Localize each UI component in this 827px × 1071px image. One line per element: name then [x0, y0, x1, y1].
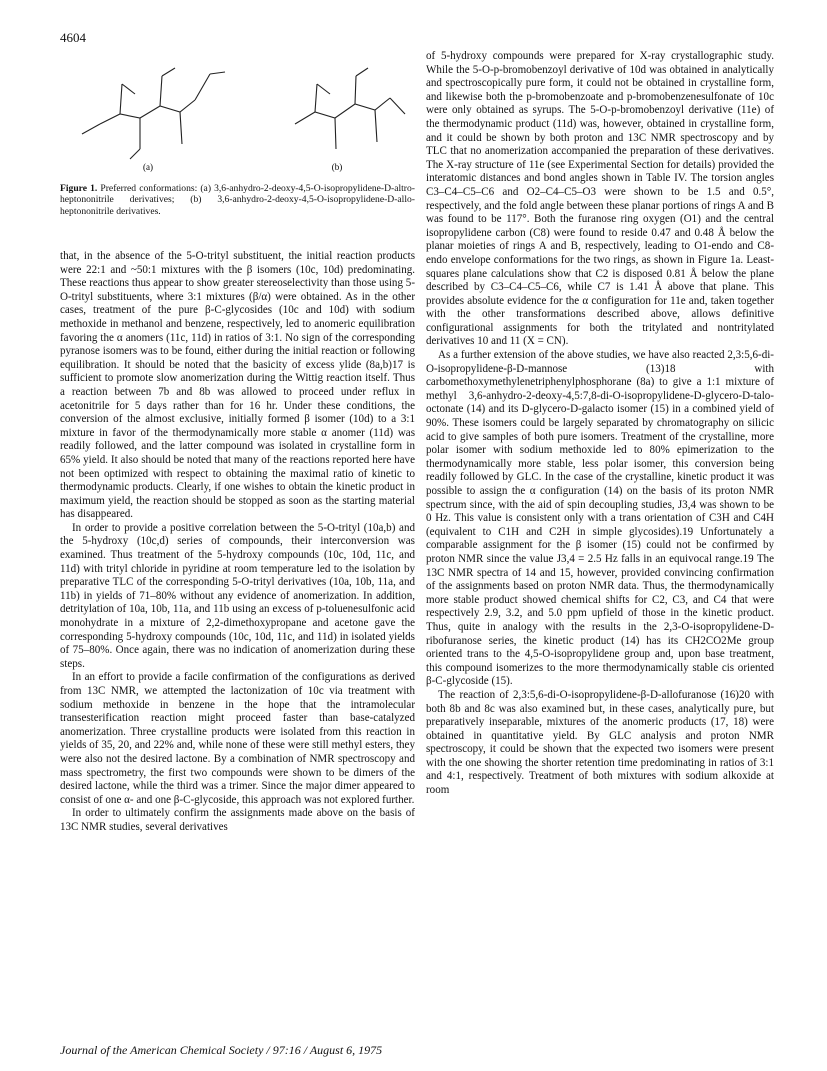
- paragraph: As a further extension of the above studies, we have also reacted 2,3:5,6-di-O-isopropylidene-β-D-mannose (13)18 with carbomethoxymethylenetriphenylphosphorane (8a) to give a 1:1 mixture of methyl 3,6-anhydro-2-deoxy-4,5:7,8-di-O-isopropylidene-D-glycero-D-talo-octonate (14) and its D-glycero-D-galacto isomer (15) in a combined yield of 90%. These isomers could be largely separated by chromatography on silicic acid to give samples of both pure isomers. Treatment of the crystalline, more polar isomer with sodium methoxide led to 80% epimerization to the thermodynamically more stable, less polar isomer, this conversion being readily followed by GLC. In the case of the crystalline, kinetic product it was possible to assign the α configuration (14) on the basis of its proton NMR spectrum since, with the aid of spin decoupling studies, J3,4 was shown to be 0 Hz. This value is consistent only with a trans orientation of C3H and C4H (equivalent to C1H and C2H in simple glycosides).19 Unfortunately a comparable assignment for the β isomer (15) could not be confirmed by proton NMR since the value J3,4 = 2.5 Hz falls in an equivocal range.19 The 13C NMR spectra of 14 and 15, however, provided convincing confirmation of the assignments based on proton NMR data. Thus, the thermodynamically more stable product showed chemical shifts for C2, C3, and C4 that were respectively 2.9, 3.2, and 5.0 ppm upfield of those in the kinetic product. Thus, quite in analogy with the results in the 2,3-O-isopropylidene-D-ribofuranose series, the kinetic product (14) has its CH2CO2Me group oriented trans to the 4,5-O-isopropylidene group and, upon base treatment, this compound isomerizes to the more thermodynamically stable cis oriented β-C-glycoside (15).: [426, 349, 774, 688]
- figure-label-b: (b): [331, 162, 343, 172]
- page-number: 4604: [60, 30, 86, 45]
- paragraph: that, in the absence of the 5-O-trityl substituent, the initial reaction products were 22:1 and ~50:1 mixtures with the β isomers (10c, 10d) predominating. These reactions thus appear to show greater stereoselectivity than those using 5-O-trityl substituents, where 3:1 mixtures (β/α) were obtained. As in the other cases, treatment of the pure β-C-glycosides (10c and 10d) with sodium methoxide in methanol and benzene, respectively, led to anomeric equilibration favoring the α anomers (11c, 11d) in ratios of 3:1. No sign of the corresponding pyranose isomers was to be found, either during the initial reaction or following equilibration. It should be noted that the basicity of excess ylide (8a,b)17 is sufficient to promote slow anomerization during the Wittig reaction itself. Thus a reaction between 7b and 8b was allowed to proceed under reflux in acetonitrile for 5 days rather than for 16 hr. Under these conditions, the conversion of the almost exclusive, initially formed β isomer (10d) to a 3:1 mixture in favor of the thermodynamically more stable α anomer (11d) was readily followed, and the latter compound was isolated in crystalline form in 65% yield. It also should be noted that many of the reactions reported here have not been optimized with respect to obtaining the maximal ratio of kinetic to thermodynamic products. Clearly, if one wishes to obtain the kinetic product in maximum yield, the reaction should be stopped as soon as the starting material has disappeared.: [60, 250, 415, 521]
- figure-label-a: (a): [143, 162, 153, 172]
- figure-caption: [60, 183, 415, 217]
- paragraph: The reaction of 2,3:5,6-di-O-isopropylidene-β-D-allofuranose (16)20 with both 8b and 8c was also examined but, in these cases, analytically pure, but preparatively inseparable, mixtures of the anomeric products (17, 18) were obtained in quantitative yield. By GLC analysis and proton NMR spectroscopy, it could be shown that the expected two isomers were present with the one showing the shorter retention time predominating in ratios of 3:1 and 4:1, respectively. Treatment of both mixtures with sodium alkoxide at room: [426, 688, 774, 797]
- paragraph: In an effort to provide a facile confirmation of the configurations as derived from 13C NMR, we attempted the lactonization of 10c via treatment with sodium methoxide in benzene in the hope that the intramolecular transesterification reaction might proceed faster than base-catalyzed anomerization. Three crystalline products were isolated from this reaction in yields of 35, 20, and 22% and, while none of these were still methyl esters, they were also not the desired lactone. By a combination of NMR spectroscopy and mass spectrometry, the first two compounds were shown to be dimers of the desired lactone, while the third was a trimer. Since the major dimer appeared to consist of one α- and one β-C-glycoside, this approach was not explored further.: [60, 671, 415, 806]
- paragraph: In order to provide a positive correlation between the 5-O-trityl (10a,b) and the 5-hydroxy (10c,d) series of compounds, their interconversion was examined. Thus treatment of the 5-hydroxy compounds (10c, 10d, 11c, and 11d) with trityl chloride in pyridine at room temperature led to the isolation by preparative TLC of the corresponding 5-O-trityl derivatives (10a, 10b, 11a, and 11b) in yields of 71–80% without any evidence of anomerization. In addition, detritylation of 10a, 10b, 11a, and 11b using an excess of p-toluenesulfonic acid monohydrate in a mixture of 2,2-dimethoxypropane and acetone gave the corresponding 5-hydroxy compounds (10c, 10d, 11c, and 11d) in isolated yields of 75–80%. Once again, there was no indication of anomerization during these steps.: [60, 521, 415, 670]
- structure-a: [82, 68, 225, 159]
- caption-label: Figure 1.: [60, 183, 98, 194]
- structure-b: [295, 68, 405, 149]
- conformation-drawings: [60, 54, 415, 174]
- figure-1: [60, 54, 415, 174]
- paragraph: of 5-hydroxy compounds were prepared for X-ray crystallographic study. While the 5-O-p-bromobenzoyl derivative of 10d was obtained in analytically and spectroscopically pure form, it could not be obtained in crystalline form, and likewise both the p-bromobenzoate and p-bromobenzenesulfonate of 10c were only obtained as syrups. The 5-O-p-bromobenzoyl derivative (11e) of the thermodynamic product (11d) was, however, obtained in crystalline form, and it could be shown by both proton and 13C NMR spectroscopy and by TLC that no anomerization accompanied the preparation of these derivatives. The X-ray structure of 11e (see Experimental Section for details) provided the interatomic distances and bond angles shown in Table IV. The torsion angles C3–C4–C5–C6 and O2–C4–C5–O3 were shown to be 1.5 and 0.5°, respectively, and the fold angle between these planar portions of rings A and B was found to be 117°. Both the furanose ring oxygen (O1) and the central isopropylidene carbon (C8) were found to reside 0.47 and 0.48 Å below the planar moieties of rings A and B, respectively, leading to O1-endo and C8-endo envelope conformations for the two rings, as shown in Figure 1a. Least-squares plane calculations show that C2 is disposed 0.81 Å below the plane described by C3–C4–C5–C6, while C7 is 1.41 Å above that plane. This provides absolute evidence for the α configuration for 11e and, taken together with the other transformations described above, allows definitive configurational assignments for both the tritylated and nontritylated derivatives 10 and 11 (X = CN).: [426, 50, 774, 348]
- journal-footer: Journal of the American Chemical Society / 97:16 / August 6, 1975: [60, 1043, 383, 1057]
- right-column: [426, 50, 774, 798]
- paragraph: In order to ultimately confirm the assignments made above on the basis of 13C NMR studies, several derivatives: [60, 807, 415, 833]
- left-column: [60, 250, 415, 835]
- caption-text: Preferred conformations: (a) 3,6-anhydro-2-deoxy-4,5-O-isopropylidene-D-altro-heptononitrile derivatives; (b) 3,6-anhydro-2-deoxy-4,5-O-isopropylidene-D-allo-heptononitrile derivatives.: [60, 183, 415, 217]
